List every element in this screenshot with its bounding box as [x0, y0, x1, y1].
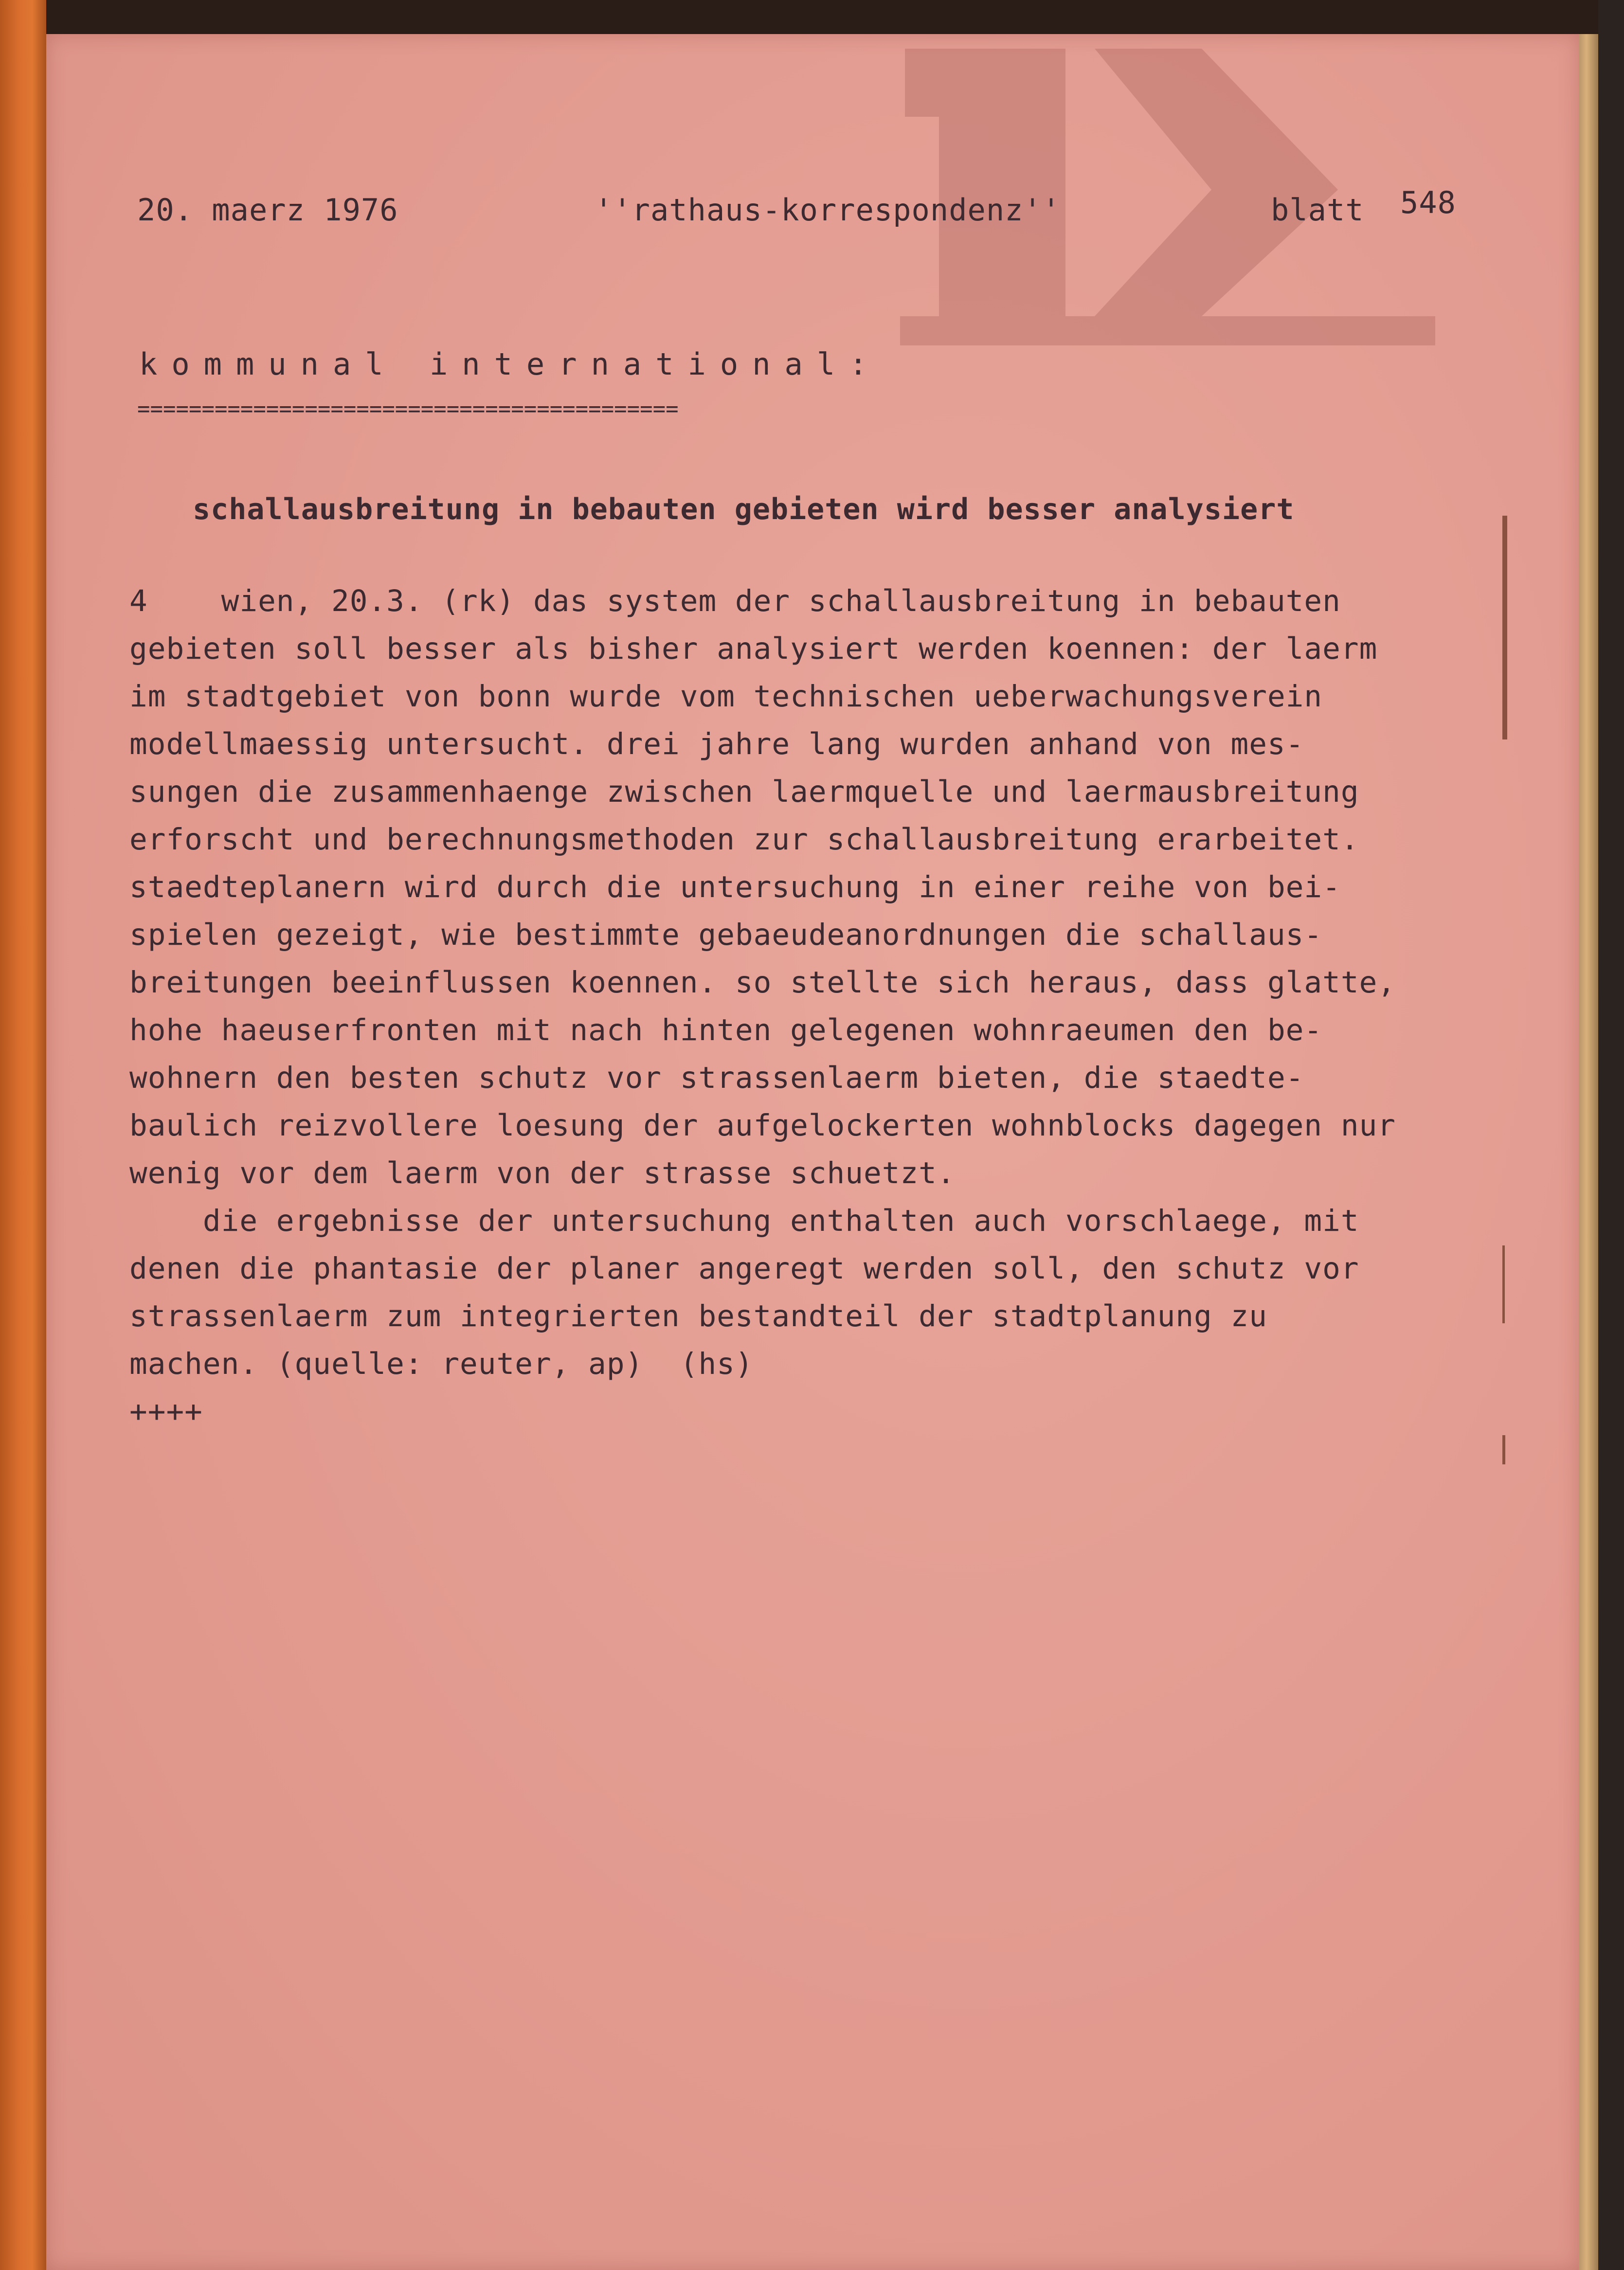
body-line: denen die phantasie der planer angeregt werden soll, den schutz vor [129, 1251, 1359, 1286]
body-line: wohnern den besten schutz vor strassenlaerm bieten, die staedte- [129, 1061, 1304, 1095]
body-line: ++++ [129, 1394, 203, 1429]
margin-mark [1502, 1435, 1505, 1464]
body-line: hohe haeuserfronten mit nach hinten gelegenen wohnraeumen den be- [129, 1013, 1323, 1047]
body-line: staedteplanern wird durch die untersuchung in einer reihe von bei- [129, 870, 1341, 904]
body-line: erforscht und berechnungsmethoden zur schallausbreitung erarbeitet. [129, 822, 1359, 857]
body-line: die ergebnisse der untersuchung enthalten auch vorschlaege, mit [129, 1204, 1359, 1238]
section-rule: ========================================== [137, 396, 679, 421]
body-line: baulich reizvollere loesung der aufgelockerten wohnblocks dagegen nur [129, 1108, 1396, 1143]
article-headline: schallausbreitung in bebauten gebieten wird besser analysiert [193, 492, 1295, 526]
body-line: breitungen beeinflussen koennen. so stellte sich heraus, dass glatte, [129, 965, 1396, 1000]
binding-strip [0, 0, 46, 2270]
margin-mark [1502, 1245, 1505, 1323]
body-line: machen. (quelle: reuter, ap) (hs) [129, 1347, 754, 1381]
body-line: sungen die zusammenhaenge zwischen laermquelle und laermausbreitung [129, 775, 1359, 809]
body-line: spielen gezeigt, wie bestimmte gebaeudeanordnungen die schallaus- [129, 918, 1323, 952]
header-blatt-label: blatt [1271, 192, 1364, 228]
body-line: modellmaessig untersucht. drei jahre lang wurden anhand von mes- [129, 727, 1304, 761]
body-line: strassenlaerm zum integrierten bestandteil der stadtplanung zu [129, 1299, 1267, 1333]
body-line: gebieten soll besser als bisher analysiert werden koennen: der laerm [129, 631, 1378, 666]
body-line: im stadtgebiet von bonn wurde vom technischen ueberwachungsverein [129, 679, 1323, 714]
header-date: 20. maerz 1976 [137, 192, 398, 228]
background-edge [1598, 0, 1624, 2270]
header-blatt-number: 548 [1400, 185, 1456, 220]
body-line: wenig vor dem laerm von der strasse schuetzt. [129, 1156, 956, 1190]
page-edge [1579, 34, 1598, 2270]
header-publication: ''rathaus-korrespondenz'' [595, 192, 1061, 228]
section-title: kommunal international: [139, 346, 882, 382]
margin-mark [1502, 516, 1507, 739]
body-line: 4 wien, 20.3. (rk) das system der schallausbreitung in bebauten [129, 584, 1341, 618]
